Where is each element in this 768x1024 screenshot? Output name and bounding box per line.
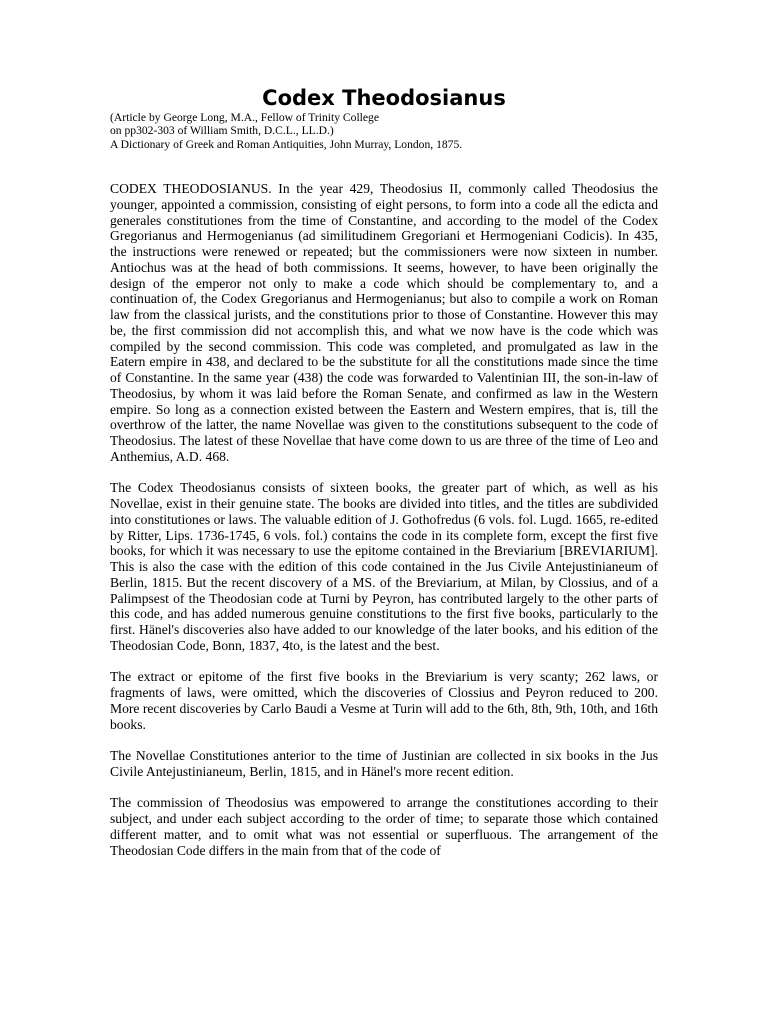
citation-block xyxy=(110,111,658,151)
paragraph: The Codex Theodosianus consists of sixteen books, the greater part of which, as well as his Novellae, exist in their genuine state. The books are divided into titles, and the titles are subdivided into constitutiones or laws. The valuable edition of J. Gothofredus (6 vols. fol. Lugd. 1665, re-edited by Ritter, Lips. 1736-1745, 6 vols. fol.) contains the code in its complete form, except the first five books, for which it was necessary to use the epitome contained in the Breviarium [BREVIARIUM]. This is also the case with the edition of this code contained in the Jus Civile Antejustinianeum of Berlin, 1815. But the recent discovery of a MS. of the Breviarium, at Milan, by Clossius, and of a Palimpsest of the Theodosian code at Turni by Peyron, has contributed largely to the other parts of this code, and has added numerous genuine constitutions to the first five books, particularly to the first. Hänel's discoveries also have added to our knowledge of the later books, and his edition of the Theodosian Code, Bonn, 1837, 4to, is the latest and the best. xyxy=(110,480,658,653)
paragraph: CODEX THEODOSIANUS. In the year 429, Theodosius II, commonly called Theodosius the younger, appointed a commission, consisting of eight persons, to form into a code all the edicta and generales constitutiones from the time of Constantine, and according to the model of the Codex Gregorianus and Hermogenianus (ad similitudinem Gregoriani et Hermogeniani Codicis). In 435, the instructions were renewed or repeated; but the commissioners were now sixteen in number. Antiochus was at the head of both commissions. It seems, however, to have been originally the design of the emperor not only to make a code which should be complementary to, and a continuation of, the Codex Gregorianus and Hermogenianus; but also to compile a work on Roman law from the classical jurists, and the constitutions prior to those of Constantine. However this may be, the first commission did not accomplish this, and what we now have is the code which was compiled by the second commission. This code was completed, and promulgated as law in the Eatern empire in 438, and declared to be the substitute for all the constitutions made since the time of Constantine. In the same year (438) the code was forwarded to Valentinian III, the son-in-law of Theodosius, by whom it was laid before the Roman Senate, and confirmed as law in the Western empire. So long as a connection existed between the Eastern and Western empires, that is, till the overthrow of the latter, the name Novellae was given to the constitutions subsequent to the code of Theodosius. The latest of these Novellae that have come down to us are three of the time of Leo and Anthemius, A.D. 468. xyxy=(110,181,658,464)
document-title: Codex Theodosianus xyxy=(262,86,506,110)
paragraph: The Novellae Constitutiones anterior to the time of Justinian are collected in six books in the Jus Civile Antejustinianeum, Berlin, 1815, and in Hänel's more recent edition. xyxy=(110,748,658,779)
article-body xyxy=(110,181,658,874)
paragraph: The extract or epitome of the first five books in the Breviarium is very scanty; 262 laws, or fragments of laws, were omitted, which the discoveries of Clossius and Peyron reduced to 200. More recent discoveries by Carlo Baudi a Vesme at Turin will add to the 6th, 8th, 9th, 10th, and 16th books. xyxy=(110,669,658,732)
citation-line: A Dictionary of Greek and Roman Antiquities, John Murray, London, 1875. xyxy=(110,137,463,151)
citation-line: (Article by George Long, M.A., Fellow of Trinity College xyxy=(110,111,379,124)
paragraph: The commission of Theodosius was empowered to arrange the constitutiones according to their subject, and under each subject according to the order of time; to separate those which contained different matter, and to omit what was not essential or superfluous. The arrangement of the Theodosian Code differs in the main from that of the code of xyxy=(110,795,658,858)
citation-line: on pp302-303 of William Smith, D.C.L., LL.D.) xyxy=(110,124,334,138)
